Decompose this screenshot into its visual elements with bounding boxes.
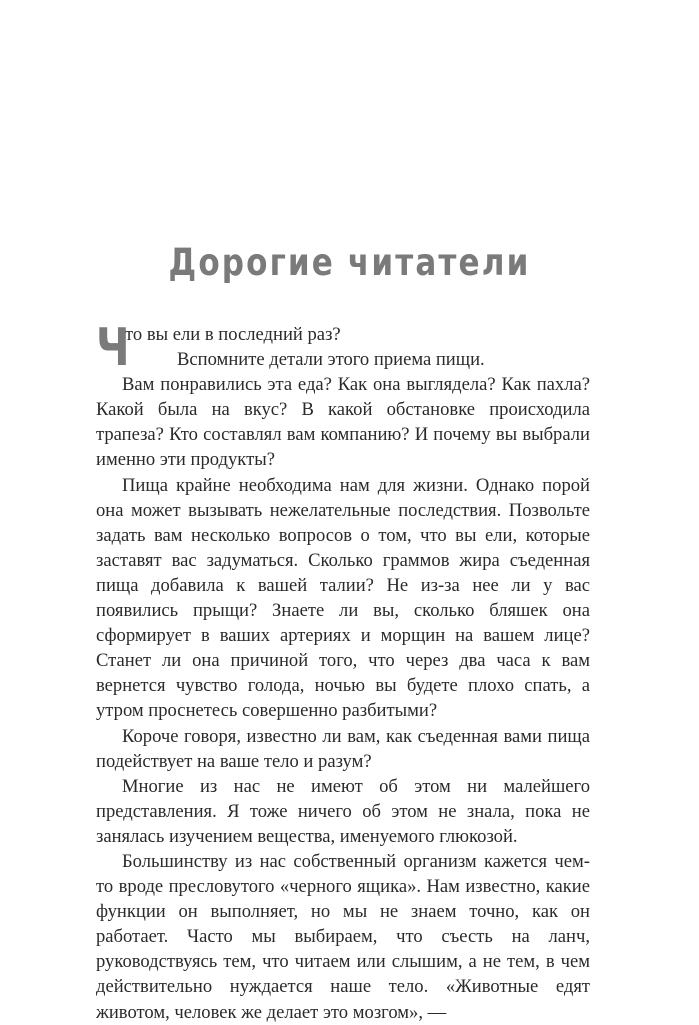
chapter-body [96, 318, 590, 1025]
paragraph-7: Большинству из нас собственный организм кажется чем-то вроде пресловутого «черного ящика». Нам известно, какие функции он выполняет, но мы не знаем точно, как он работает. Часто мы выбираем, что съесть на ланч, руководствуясь тем, что читаем или слышим, а не тем, в чем действительно нуждается наше тело. «Животные едят животом, человек же делает это мозгом», — [96, 850, 590, 1023]
chapter-title: Дорогие читатели [168, 241, 531, 284]
paragraph-2: Вспомните детали этого приема пищи. [177, 349, 485, 371]
drop-cap: Ч [96, 318, 130, 378]
paragraph-3: Вам понравились эта еда? Как она выглядела? Как пахла? Какой была на вкус? В какой обстановке происходила трапеза? Кто составлял вам компанию? И почему вы выбрали именно эти продукты? [96, 374, 590, 471]
paragraph-5: Короче говоря, известно ли вам, как съеденная вами пища подействует на ваше тело и разум? [96, 725, 590, 772]
paragraph-1-text: то вы ели в последний раз? [125, 324, 341, 345]
paragraph-6: Многие из нас не имеют об этом ни малейшего представления. Я тоже ничего об этом не знала, пока не занялась изучением вещества, именуемого глюкозой. [96, 775, 590, 847]
paragraph-4: Пища крайне необходима нам для жизни. Однако порой она может вызывать нежелательные последствия. Позвольте задать вам несколько вопросов о том, что вы ели, которые заставят вас задуматься. Сколько граммов жира съеденная пища добавила к вашей талии? Не из-за нее ли у вас появились прыщи? Знаете ли вы, сколько бляшек она сформирует в ваших артериях и морщин на вашем лице? Станет ли она причиной того, что через два часа к вам вернется чувство голода, ночью вы будете плохо спать, а утром проснетесь совершенно разбитыми? [96, 474, 590, 722]
